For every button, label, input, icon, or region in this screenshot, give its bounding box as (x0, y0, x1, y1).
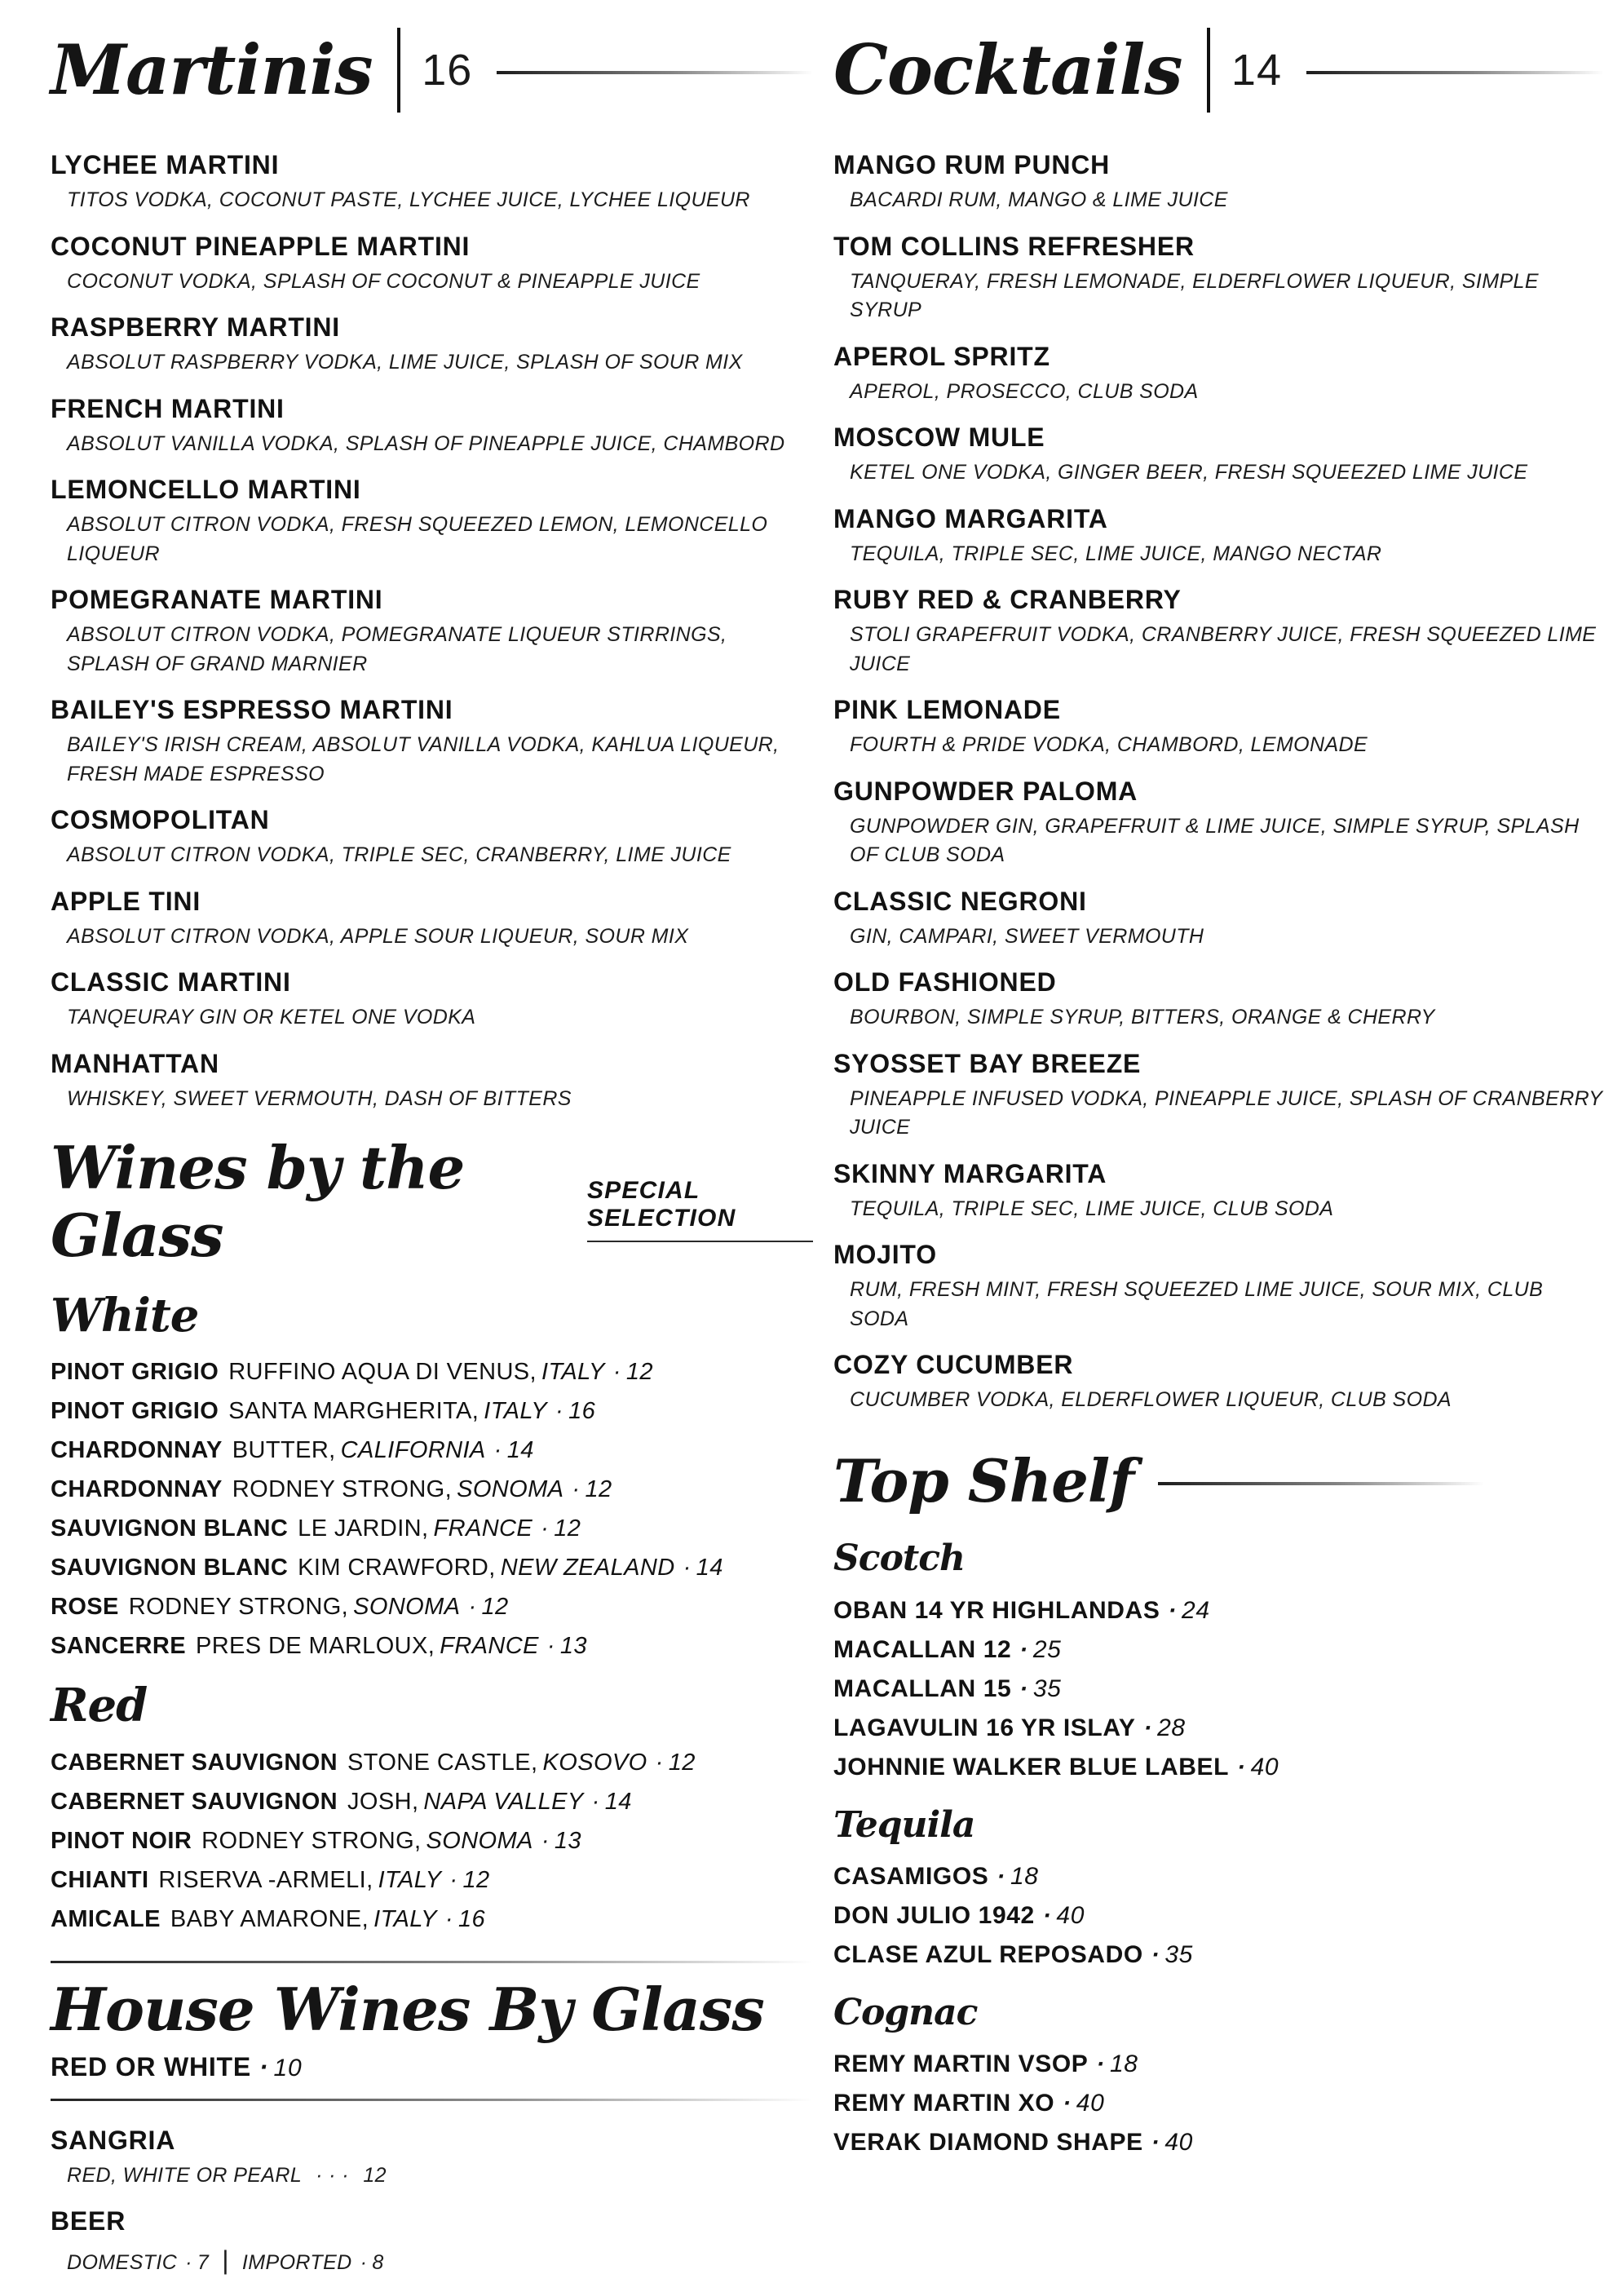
wine-producer: SANTA MARGHERITA, (228, 1398, 479, 1425)
price-dot: · (1151, 1941, 1160, 1969)
item-name: CLASSIC MARTINI (51, 967, 291, 997)
item-desc (67, 2242, 813, 2279)
item-desc: ABSOLUT CITRON VODKA, TRIPLE SEC, CRANBERRY, LIME JUICE (67, 843, 731, 866)
wine-row (51, 1867, 813, 1894)
spirit-name: VERAK DIAMOND SHAPE (833, 2129, 1143, 2157)
spirit-name: OBAN 14 YR HIGHLANDAS (833, 1596, 1160, 1624)
wine-price: 12 (462, 1866, 490, 1893)
wine-row (51, 1437, 813, 1464)
menu-item (51, 1049, 813, 1114)
wine-producer: BUTTER, (232, 1437, 336, 1464)
item-name: COSMOPOLITAN (51, 805, 270, 834)
menu-item (833, 776, 1604, 870)
spirit-price: 40 (1076, 2090, 1105, 2117)
price-dot: · (1042, 1902, 1052, 1930)
spirit-row (833, 2090, 1604, 2117)
wine-price: 12 (625, 1359, 653, 1386)
menu-item (833, 504, 1604, 569)
wine-region: NEW ZEALAND (500, 1555, 675, 1582)
menu-item (833, 1350, 1604, 1415)
cognac-title: Cognac (833, 1992, 978, 2034)
wine-name: PINOT GRIGIO (51, 1359, 219, 1386)
price-dot: · (1063, 2090, 1072, 2117)
spirit-row (833, 1636, 1604, 1664)
header-divider-bar (397, 28, 401, 113)
price-dot: · (541, 1515, 550, 1542)
item-desc: TEQUILA, TRIPLE SEC, LIME JUICE, CLUB SODA (850, 1197, 1334, 1220)
item-name: MANHATTAN (51, 1048, 219, 1078)
wine-row (51, 1555, 813, 1582)
menu-item (51, 312, 813, 378)
wine-row (51, 1789, 813, 1816)
header-rule (1158, 1482, 1484, 1485)
item-desc: TANQEURAY GIN OR KETEL ONE VODKA (67, 1006, 476, 1029)
spirit-price: 40 (1250, 1753, 1279, 1781)
wine-producer: KIM CRAWFORD, (298, 1555, 496, 1582)
wine-producer: BABY AMARONE, (170, 1905, 369, 1932)
menu-item (51, 232, 813, 297)
spirit-name: MACALLAN 15 (833, 1674, 1012, 1702)
wine-region: NAPA VALLEY (423, 1788, 584, 1815)
item-name: CLASSIC NEGRONI (833, 886, 1087, 916)
item-desc: TANQUERAY, FRESH LEMONADE, ELDERFLOWER LIQUEUR, SIMPLE SYRUP (850, 269, 1539, 321)
spirit-name: MACALLAN 12 (833, 1635, 1012, 1663)
item-desc: ABSOLUT CITRON VODKA, FRESH SQUEEZED LEMON, LEMONCELLO LIQUEUR (67, 513, 768, 565)
price-dot: · (1151, 2129, 1160, 2157)
item-name: MOJITO (833, 1240, 937, 1269)
wine-region: FRANCE (433, 1515, 533, 1542)
sangria-price: 12 (363, 2163, 387, 2187)
spirit-name: CLASE AZUL REPOSADO (833, 1941, 1143, 1969)
spirit-name: REMY MARTIN XO (833, 2090, 1055, 2117)
menu-item (833, 967, 1604, 1033)
wine-name: PINOT NOIR (51, 1827, 192, 1854)
wine-row (51, 1750, 813, 1776)
spirit-price: 40 (1164, 2129, 1193, 2157)
divider-line (51, 2099, 813, 2101)
wine-price: 12 (668, 1749, 696, 1776)
item-desc: STOLI GRAPEFRUIT VODKA, CRANBERRY JUICE, FRESH SQUEEZED LIME JUICE (850, 623, 1597, 675)
wine-region: SONOMA (353, 1594, 461, 1621)
item-name: FRENCH MARTINI (51, 393, 285, 423)
wine-row (51, 1359, 813, 1386)
beer-imported-price: 8 (372, 2251, 384, 2275)
wine-name: CHIANTI (51, 1866, 149, 1893)
wine-name: AMICALE (51, 1905, 161, 1932)
wine-producer: PRES DE MARLOUX, (195, 1633, 435, 1660)
beer-item (51, 2206, 813, 2279)
price-dot: · (572, 1476, 581, 1503)
sangria-desc: RED, WHITE OR PEARL (67, 2163, 302, 2187)
item-name: PINK LEMONADE (833, 695, 1061, 724)
menu-item (51, 967, 813, 1033)
spirit-price: 18 (1110, 2050, 1138, 2078)
price-dot: · (1168, 1596, 1178, 1624)
wine-producer: RODNEY STRONG, (201, 1827, 422, 1854)
wine-producer: RODNEY STRONG, (232, 1476, 453, 1503)
wines-by-glass-header (51, 1135, 813, 1270)
menu-item (51, 475, 813, 568)
wine-name: SAUVIGNON BLANC (51, 1555, 289, 1582)
menu-item (833, 150, 1604, 215)
price-dot: · (444, 1905, 453, 1932)
item-name: RUBY RED & CRANBERRY (833, 585, 1182, 614)
sangria-item (51, 2126, 813, 2191)
item-name: COCONUT PINEAPPLE MARTINI (51, 231, 471, 261)
spirit-price: 40 (1056, 1902, 1085, 1930)
spirit-price: 35 (1032, 1674, 1062, 1702)
menu-item (833, 232, 1604, 325)
price-dot: · (997, 1863, 1006, 1891)
item-desc: BAILEY'S IRISH CREAM, ABSOLUT VANILLA VODKA, KAHLUA LIQUEUR, FRESH MADE ESPRESSO (67, 733, 780, 785)
spirit-name: DON JULIO 1942 (833, 1902, 1035, 1930)
price-dot: · (1019, 1674, 1028, 1702)
wine-price: 12 (481, 1594, 509, 1621)
price-dot: · (493, 1437, 502, 1464)
spirit-row (833, 1597, 1604, 1625)
wine-name: PINOT GRIGIO (51, 1398, 219, 1425)
header-rule (497, 71, 813, 74)
menu-item (833, 1159, 1604, 1224)
item-name: OLD FASHIONED (833, 967, 1057, 997)
item-desc: COCONUT VODKA, SPLASH OF COCONUT & PINEAPPLE JUICE (67, 269, 700, 293)
item-desc (67, 2161, 813, 2191)
item-desc: KETEL ONE VODKA, GINGER BEER, FRESH SQUEEZED LIME JUICE (850, 461, 1528, 484)
item-name: POMEGRANATE MARTINI (51, 585, 383, 614)
menu-item (51, 150, 813, 215)
wine-region: ITALY (373, 1905, 437, 1932)
spirit-row (833, 1863, 1604, 1891)
red-wines-title: Red (51, 1679, 148, 1733)
menu-item (833, 887, 1604, 952)
wine-name: ROSE (51, 1594, 119, 1621)
item-desc: ABSOLUT VANILLA VODKA, SPLASH OF PINEAPPLE JUICE, CHAMBORD (67, 431, 785, 455)
spirit-price: 24 (1182, 1596, 1210, 1624)
item-name: MANGO RUM PUNCH (833, 150, 1111, 179)
wine-name: CHARDONNAY (51, 1476, 223, 1503)
menu-item (833, 585, 1604, 679)
top-shelf-title: Top Shelf (833, 1445, 1134, 1515)
item-name: SANGRIA (51, 2125, 176, 2155)
wine-region: CALIFORNIA (340, 1437, 486, 1464)
spirit-name: CASAMIGOS (833, 1863, 989, 1891)
wine-region: ITALY (378, 1866, 442, 1893)
spirit-price: 28 (1157, 1714, 1186, 1741)
item-desc: RUM, FRESH MINT, FRESH SQUEEZED LIME JUICE, SOUR MIX, CLUB SODA (850, 1278, 1544, 1330)
cocktails-price: 14 (1231, 46, 1282, 95)
item-desc: ABSOLUT CITRON VODKA, APPLE SOUR LIQUEUR, SOUR MIX (67, 924, 689, 948)
wines-by-glass-title: Wines by the Glass (51, 1133, 465, 1270)
wine-row (51, 1398, 813, 1425)
wine-name: SANCERRE (51, 1633, 186, 1660)
spirit-price: 25 (1032, 1635, 1062, 1663)
item-desc: TITOS VODKA, COCONUT PASTE, LYCHEE JUICE, LYCHEE LIQUEUR (67, 188, 750, 211)
spirit-name: REMY MARTIN VSOP (833, 2050, 1089, 2078)
wine-price: 14 (604, 1788, 632, 1815)
wine-producer: LE JARDIN, (298, 1515, 429, 1542)
price-dot: · (541, 1827, 550, 1854)
tequila-title: Tequila (833, 1803, 975, 1846)
price-dot: · (1096, 2050, 1106, 2078)
price-dot: · (468, 1594, 477, 1621)
price-dot: · (1019, 1635, 1028, 1663)
house-wines-row (51, 2052, 813, 2082)
item-name: COZY CUCUMBER (833, 1350, 1074, 1379)
menu-item (51, 695, 813, 789)
wine-price: 13 (554, 1827, 581, 1854)
wine-name: CHARDONNAY (51, 1437, 223, 1464)
item-desc: WHISKEY, SWEET VERMOUTH, DASH OF BITTERS (67, 1086, 572, 1110)
beer-imported-label: IMPORTED (241, 2251, 352, 2275)
menu-item (51, 887, 813, 952)
menu-item (833, 1240, 1604, 1334)
wine-row (51, 1515, 813, 1542)
wine-price: 12 (554, 1515, 581, 1542)
right-column (833, 28, 1604, 2168)
wine-price: 14 (506, 1437, 534, 1464)
header-rule (1306, 71, 1604, 74)
spirit-row (833, 1902, 1604, 1930)
menu-item (51, 585, 813, 679)
price-dot: · (591, 1788, 600, 1815)
martinis-title: Martinis (51, 29, 373, 110)
price-dot: · (1143, 1714, 1153, 1741)
item-name: BEER (51, 2206, 126, 2236)
spirit-row (833, 1675, 1604, 1703)
beer-separator: | (222, 2245, 229, 2276)
wine-price: 16 (568, 1398, 596, 1425)
price-dot: · (259, 2051, 269, 2081)
wine-producer: STONE CASTLE, (347, 1749, 538, 1776)
menu-item (51, 394, 813, 459)
wine-region: FRANCE (440, 1633, 539, 1660)
wine-name: CABERNET SAUVIGNON (51, 1749, 338, 1776)
item-name: TOM COLLINS REFRESHER (833, 231, 1195, 261)
spirit-name: JOHNNIE WALKER BLUE LABEL (833, 1753, 1230, 1781)
wine-row (51, 1906, 813, 1933)
wine-price: 12 (585, 1476, 612, 1503)
wine-producer: RISERVA -ARMELI, (158, 1866, 373, 1893)
wine-producer: JOSH, (347, 1788, 419, 1815)
martinis-section-header (51, 28, 813, 113)
spirit-row (833, 2129, 1604, 2157)
cocktails-title: Cocktails (833, 29, 1182, 110)
wine-producer: RODNEY STRONG, (128, 1594, 349, 1621)
house-wines-price: 10 (273, 2054, 303, 2081)
item-name: BAILEY'S ESPRESSO MARTINI (51, 695, 453, 724)
top-shelf-header (833, 1445, 1604, 1515)
price-dot: · (360, 2251, 368, 2275)
menu-item (833, 422, 1604, 488)
menu-item (833, 695, 1604, 760)
house-wines-label: RED OR WHITE (51, 2051, 252, 2081)
white-wines-title: White (51, 1288, 199, 1343)
spirit-row (833, 1714, 1604, 1742)
item-desc: ABSOLUT CITRON VODKA, POMEGRANATE LIQUEUR STIRRINGS, SPLASH OF GRAND MARNIER (67, 623, 727, 675)
spirit-price: 18 (1010, 1863, 1039, 1891)
house-wines-section (51, 1961, 813, 2101)
sangria-dots: · · · (316, 2163, 349, 2187)
item-desc: TEQUILA, TRIPLE SEC, LIME JUICE, MANGO NECTAR (850, 542, 1382, 565)
menu-item (833, 1049, 1604, 1143)
beer-domestic-price: 7 (197, 2251, 210, 2275)
item-name: MANGO MARGARITA (833, 503, 1108, 533)
item-name: MOSCOW MULE (833, 422, 1045, 452)
item-name: RASPBERRY MARTINI (51, 312, 340, 342)
wine-row (51, 1594, 813, 1621)
price-dot: · (1237, 1753, 1246, 1781)
spirit-row (833, 1941, 1604, 1969)
wine-name: SAUVIGNON BLANC (51, 1515, 289, 1542)
wine-producer: RUFFINO AQUA DI VENUS, (228, 1359, 537, 1386)
wine-row (51, 1476, 813, 1503)
item-desc: CUCUMBER VODKA, ELDERFLOWER LIQUEUR, CLUB SODA (850, 1388, 1452, 1411)
cocktails-section-header (833, 28, 1604, 113)
item-name: APPLE TINI (51, 886, 201, 916)
item-name: SYOSSET BAY BREEZE (833, 1048, 1142, 1078)
wine-price: 13 (559, 1633, 587, 1660)
special-selection-badge: SPECIAL SELECTION (587, 1177, 813, 1242)
wine-region: ITALY (541, 1359, 605, 1386)
item-name: GUNPOWDER PALOMA (833, 776, 1138, 806)
martinis-price: 16 (422, 46, 473, 95)
price-dot: · (185, 2251, 192, 2275)
wine-region: KOSOVO (542, 1749, 647, 1776)
wine-price: 14 (696, 1555, 723, 1582)
wine-region: SONOMA (457, 1476, 564, 1503)
menu-item (833, 342, 1604, 407)
item-desc: PINEAPPLE INFUSED VODKA, PINEAPPLE JUICE, SPLASH OF CRANBERRY JUICE (850, 1086, 1602, 1139)
wine-region: SONOMA (426, 1827, 533, 1854)
wine-row (51, 1828, 813, 1855)
item-desc: BOURBON, SIMPLE SYRUP, BITTERS, ORANGE & CHERRY (850, 1006, 1435, 1029)
spirit-row (833, 1754, 1604, 1781)
scotch-title: Scotch (833, 1537, 966, 1580)
price-dot: · (683, 1555, 692, 1582)
price-dot: · (612, 1359, 621, 1386)
header-divider-bar (1207, 28, 1210, 113)
item-desc: FOURTH & PRIDE VODKA, CHAMBORD, LEMONADE (850, 733, 1368, 756)
spirit-row (833, 2050, 1604, 2078)
beer-domestic-label: DOMESTIC (67, 2251, 178, 2275)
wine-row (51, 1633, 813, 1660)
spirit-name: LAGAVULIN 16 YR ISLAY (833, 1714, 1136, 1741)
item-name: SKINNY MARGARITA (833, 1158, 1107, 1188)
item-desc: GUNPOWDER GIN, GRAPEFRUIT & LIME JUICE, SIMPLE SYRUP, SPLASH OF CLUB SODA (850, 814, 1580, 866)
price-dot: · (555, 1398, 564, 1425)
wine-price: 16 (457, 1905, 486, 1932)
price-dot: · (655, 1749, 664, 1776)
item-desc: BACARDI RUM, MANGO & LIME JUICE (850, 188, 1228, 211)
item-desc: ABSOLUT RASPBERRY VODKA, LIME JUICE, SPLASH OF SOUR MIX (67, 351, 743, 374)
wine-region: ITALY (484, 1398, 548, 1425)
house-wines-title: House Wines By Glass (51, 1974, 764, 2044)
menu-item (51, 805, 813, 870)
item-name: LYCHEE MARTINI (51, 150, 280, 179)
spirit-price: 35 (1164, 1941, 1193, 1969)
item-desc: GIN, CAMPARI, SWEET VERMOUTH (850, 924, 1204, 948)
price-dot: · (449, 1866, 458, 1893)
item-name: APEROL SPRITZ (833, 341, 1050, 371)
wine-name: CABERNET SAUVIGNON (51, 1788, 338, 1815)
item-desc: APEROL, PROSECCO, CLUB SODA (850, 379, 1199, 403)
left-column (51, 28, 813, 2296)
price-dot: · (546, 1633, 555, 1660)
item-name: LEMONCELLO MARTINI (51, 475, 361, 504)
